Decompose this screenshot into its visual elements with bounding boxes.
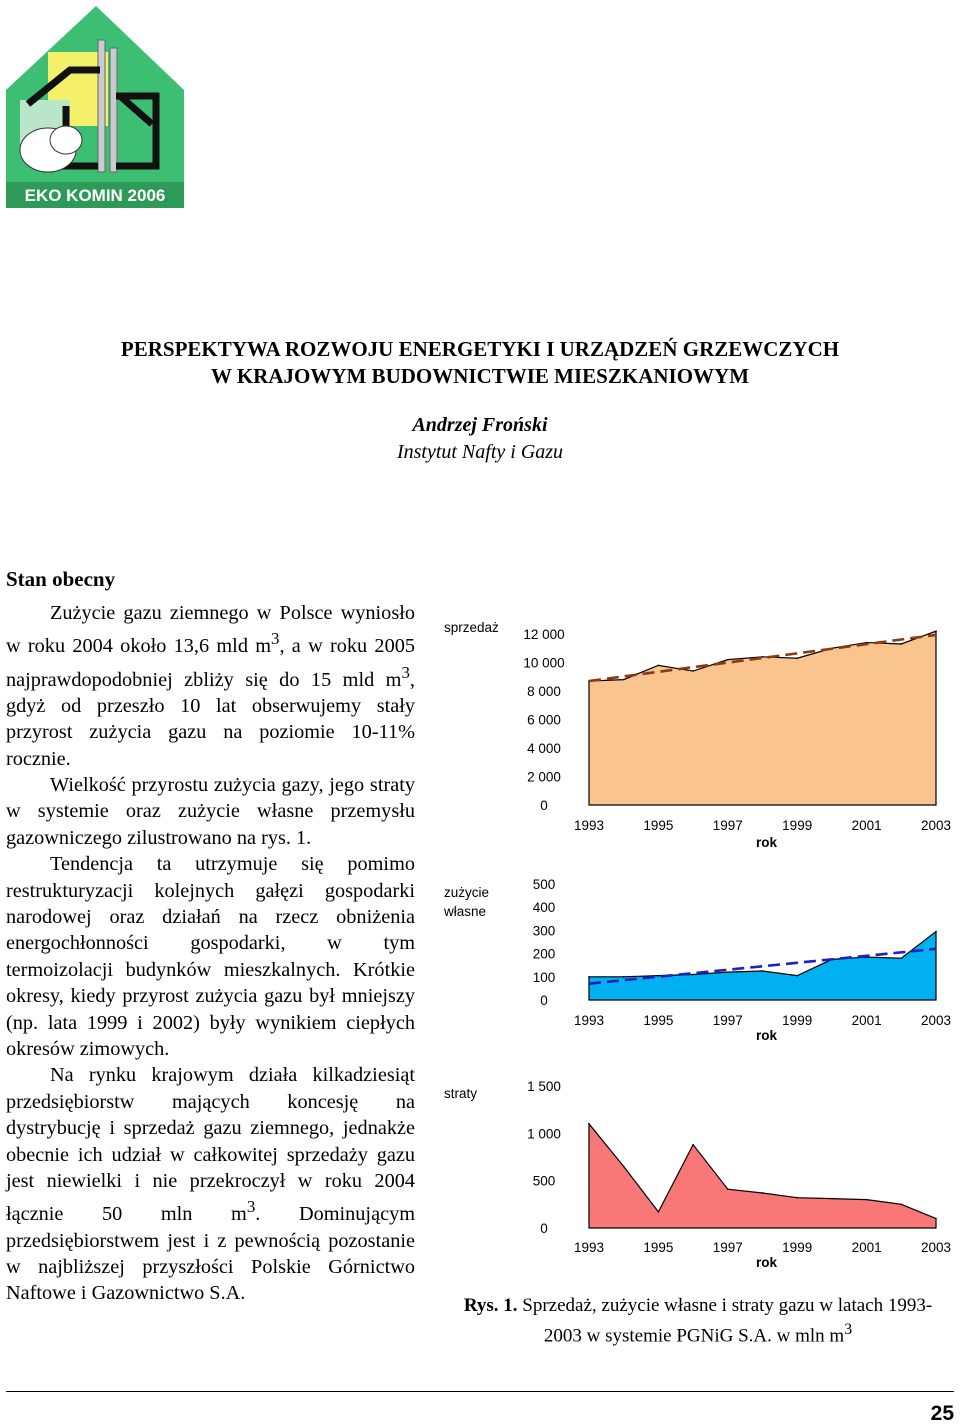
chart-1-ytick-label: 12 000 [523, 627, 565, 642]
chart-1-point-1998 [762, 656, 764, 658]
chart-2-xtick-label: 2001 [851, 1013, 882, 1028]
chart-2-ytick-label: 200 [532, 946, 556, 962]
chart-1-ytick-label: 4 000 [527, 741, 561, 756]
figure-1 [432, 612, 954, 1277]
chart-3-point-2000 [831, 1198, 833, 1200]
chart-2-ytick-label: 0 [540, 993, 548, 1008]
chart-2-series-label: zużycie [444, 885, 490, 900]
chart-2-xtick-label: 1993 [573, 1013, 605, 1028]
paragraph-2: Wielkość przyrostu zużycia gazy, jego straty w systemie oraz zużycie własne przemysłu gazowniczego zilustrowano na rys. 1. [6, 773, 415, 849]
logo-graphic [6, 6, 186, 210]
chart-3-ytick-label: 0 [540, 1221, 548, 1236]
chart-3-point-2002 [901, 1204, 903, 1206]
chart-3-xtick-label: 1993 [573, 1240, 605, 1255]
chart-1-ytick-label: 10 000 [523, 655, 565, 671]
chart-3-point-1995 [658, 1211, 660, 1213]
figure-caption: Rys. 1. Sprzedaż, zużycie własne i straty gazu w latach 1993-2003 w systemie PGNiG S.A. w mln $m^3$ [463, 1295, 933, 1347]
chart-2-point-1995 [658, 975, 660, 977]
paper-title [0, 336, 960, 390]
paragraph-3: Tendencja ta utrzymuje się pomimo restrukturyzacji kolejnych gałęzi gospodarki narodowej oraz działań na rzecz obniżenia energochłonności gospodarki, w tym termoizolacji budynków mieszkalnych. Krótkie okresy, kiedy przyrost zużycia gazu był mniejszy (np. lata 1999 i 2002) były wynikiem ciepłych okresów zimowych. [6, 853, 415, 1061]
chart-1-xtick-label: 2001 [851, 818, 882, 833]
page-number: 25 [930, 1402, 954, 1425]
chart-2-point-1997 [727, 971, 729, 973]
chart-2-ytick-label: 300 [532, 923, 556, 939]
chart-2-point-1998 [762, 970, 764, 972]
chart-3-xtick-label: 1995 [643, 1240, 674, 1255]
author-name: Andrzej Froński [412, 414, 548, 436]
chart-1-ytick-label: 0 [540, 798, 548, 813]
chart-3-series-label: straty [444, 1086, 478, 1101]
body-text [6, 600, 415, 1307]
section-heading: Stan obecny [6, 567, 116, 591]
chart-2-point-1993 [588, 976, 590, 978]
chart-2-ytick-label: 100 [532, 969, 556, 985]
chart-3-xlabel: rok [755, 1255, 778, 1270]
chart-1-point-2002 [901, 643, 903, 645]
chart-1-point-2003 [935, 630, 937, 632]
chart-2-area [589, 932, 936, 1000]
chart-2-point-1999 [796, 975, 798, 977]
chart-3-xtick-label: 2003 [920, 1240, 952, 1255]
chart-1-xtick-label: 1997 [712, 818, 743, 833]
chart-2-series-label: własne [444, 904, 487, 919]
chart-1-xtick-label: 1993 [573, 818, 605, 833]
chart-2-point-1996 [692, 974, 694, 976]
chart-1-xtick-label: 1999 [782, 818, 813, 833]
chart-2-xtick-label: 1999 [782, 1013, 813, 1028]
chart-1-ytick-label: 2 000 [527, 769, 561, 785]
footer-rule [6, 1391, 954, 1392]
chart-2-ytick-label: 500 [532, 877, 556, 892]
figure-1-charts [432, 612, 954, 1272]
chart-2-point-2003 [935, 931, 937, 933]
eko-komin-logo [6, 6, 186, 210]
chart-3-ytick-label: 1 000 [527, 1126, 561, 1142]
chart-2-xtick-label: 1997 [712, 1013, 743, 1028]
chart-3-xtick-label: 1997 [712, 1240, 743, 1255]
chart-3-point-1998 [762, 1192, 764, 1194]
title-line-2: W KRAJOWYM BUDOWNICTWIE MIESZKANIOWYM [210, 364, 750, 388]
title-line-1: PERSPEKTYWA ROZWOJU ENERGETYKI I URZĄDZEŃ GRZEWCZYCH [120, 337, 840, 361]
chart-1-series-label: sprzedaż [444, 620, 499, 635]
chart-2-point-2002 [901, 957, 903, 959]
logo-text: EKO KOMIN 2006 [24, 186, 166, 205]
chart-2-point-1994 [623, 976, 625, 978]
chart-3-point-1996 [692, 1144, 694, 1146]
chart-1-xlabel: rok [755, 835, 778, 850]
chart-3-xtick-label: 1999 [782, 1240, 813, 1255]
chart-1-point-1995 [658, 665, 660, 667]
chart-3-point-1994 [623, 1166, 625, 1168]
chart-3-point-2003 [935, 1218, 937, 1220]
chart-1-xtick-label: 2003 [920, 818, 952, 833]
chart-3-point-1993 [588, 1123, 590, 1125]
chart-3-point-1999 [796, 1197, 798, 1199]
paragraph-1: Zużycie gazu ziemnego w Polsce wyniosło w roku 2004 około 13,6 mld $m^3$, a w roku 2005 najprawdopodobniej zbliży się do 15 mld $m^3$, gdyż od przeszło 10 lat obserwujemy stały przyrost zużycia gazu na poziomie 10-11% rocznie. [6, 602, 415, 770]
chart-1-ytick-label: 8 000 [527, 684, 561, 699]
chart-3-xtick-label: 2001 [851, 1240, 882, 1255]
chart-3-area [589, 1124, 936, 1228]
author-affiliation: Instytut Nafty i Gazu [396, 441, 564, 463]
chart-2-xlabel: rok [755, 1028, 778, 1043]
chart-2-xtick-label: 2003 [920, 1013, 952, 1028]
chart-1-point-1999 [796, 657, 798, 659]
chart-1-point-1996 [692, 670, 694, 672]
chart-3-ytick-label: 1 500 [527, 1079, 561, 1094]
paragraph-4: Na rynku krajowym działa kilkadziesiąt przedsiębiorstw mających koncesję na dystrybucję i sprzedaż gazu ziemnego, jednakże obecnie ich udział w całkowitej sprzedaży gazu jest niewielki i nie przekroczył w roku 2004 łącznie 50 mln $m^3$. Dominującym przedsiębiorstwem jest i z pewnością pozostanie w najbliższej przyszłości Polskie Górnictwo Naftowe i Gazownictwo S.A. [6, 1064, 415, 1305]
chart-1-point-1997 [727, 659, 729, 661]
chart-3-ytick-label: 500 [532, 1173, 556, 1189]
chart-2-xtick-label: 1995 [643, 1013, 674, 1028]
chart-3-point-2001 [866, 1199, 868, 1201]
chart-1-xtick-label: 1995 [643, 818, 674, 833]
chart-1-ytick-label: 6 000 [527, 712, 561, 728]
chart-1-point-1994 [623, 679, 625, 681]
chart-2-ytick-label: 400 [532, 900, 556, 916]
chart-3-point-1997 [727, 1188, 729, 1190]
